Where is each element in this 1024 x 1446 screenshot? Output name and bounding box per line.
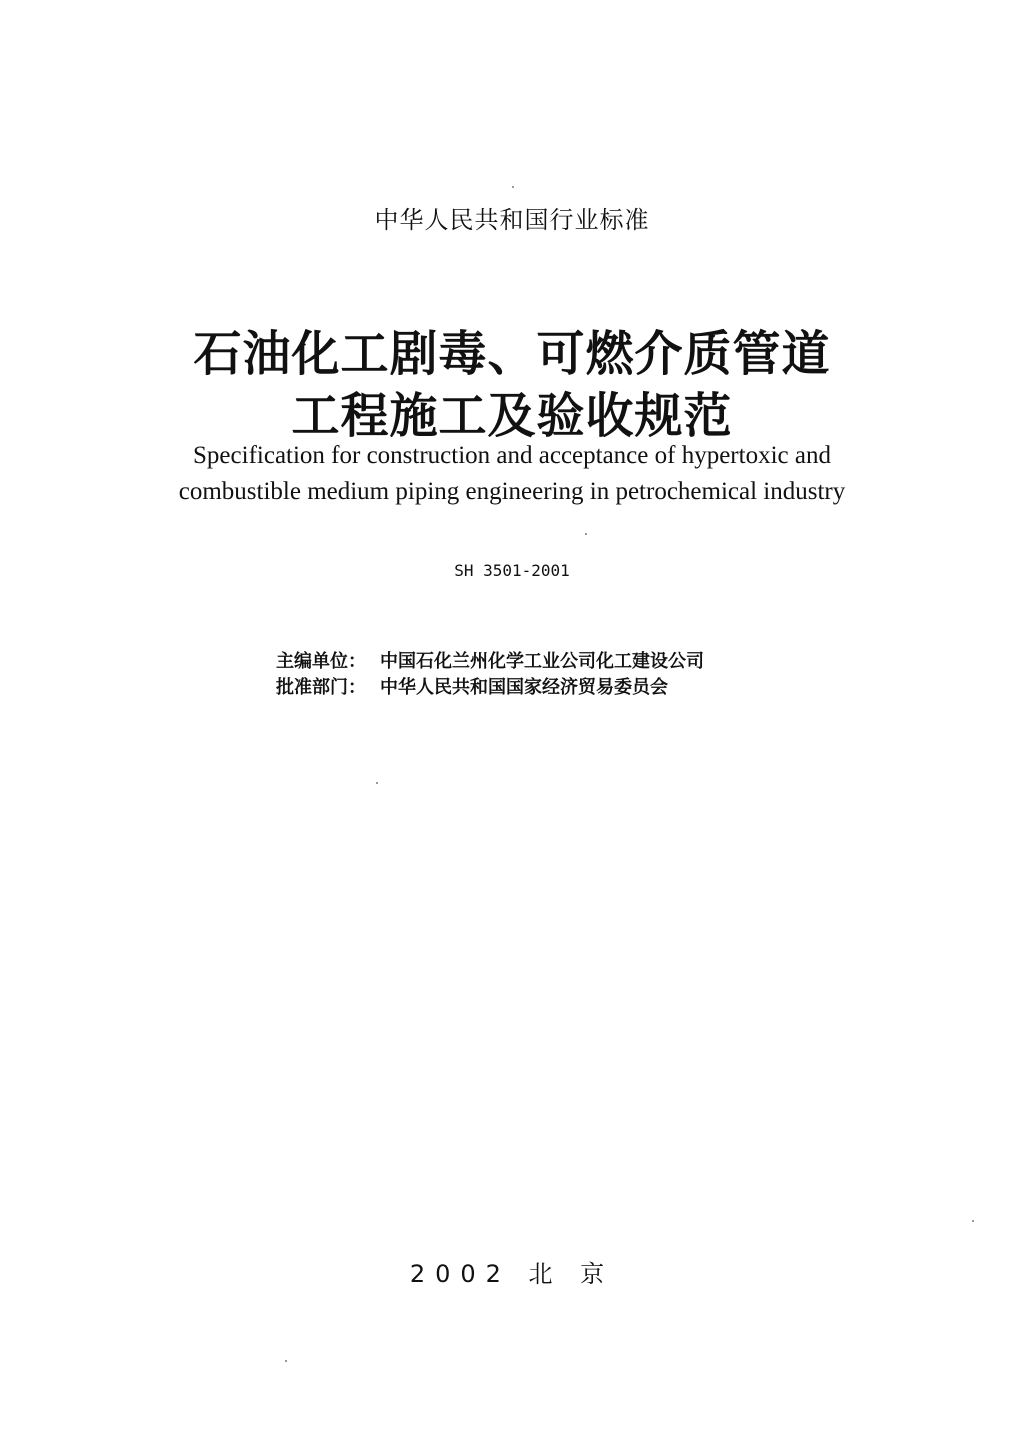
approval-department-value: 中华人民共和国国家经济贸易委员会	[380, 677, 668, 698]
scan-speck	[972, 1220, 974, 1222]
editor-organization-label: 主编单位：	[276, 651, 366, 672]
scan-speck	[585, 533, 587, 535]
approval-department-label: 批准部门：	[276, 677, 366, 698]
editor-organization-value: 中国石化兰州化学工业公司化工建设公司	[380, 651, 704, 672]
editor-organization-row	[276, 647, 704, 673]
english-title-line-1: Specification for construction and acceptance of hypertoxic and	[193, 442, 831, 469]
chinese-title-line-1: 石油化工剧毒、可燃介质管道	[193, 326, 831, 382]
scan-speck	[376, 782, 378, 784]
publication-imprint: 2002 北 京	[409, 1260, 615, 1288]
chinese-title-line-2: 工程施工及验收规范	[291, 388, 733, 444]
scan-speck	[285, 1360, 287, 1362]
standard-type-heading: 中华人民共和国行业标准	[374, 206, 650, 234]
approval-department-row	[276, 673, 668, 699]
scan-speck	[512, 186, 514, 188]
standard-code: SH 3501-2001	[454, 561, 570, 580]
english-title-line-2: combustible medium piping engineering in petrochemical industry	[178, 478, 846, 505]
